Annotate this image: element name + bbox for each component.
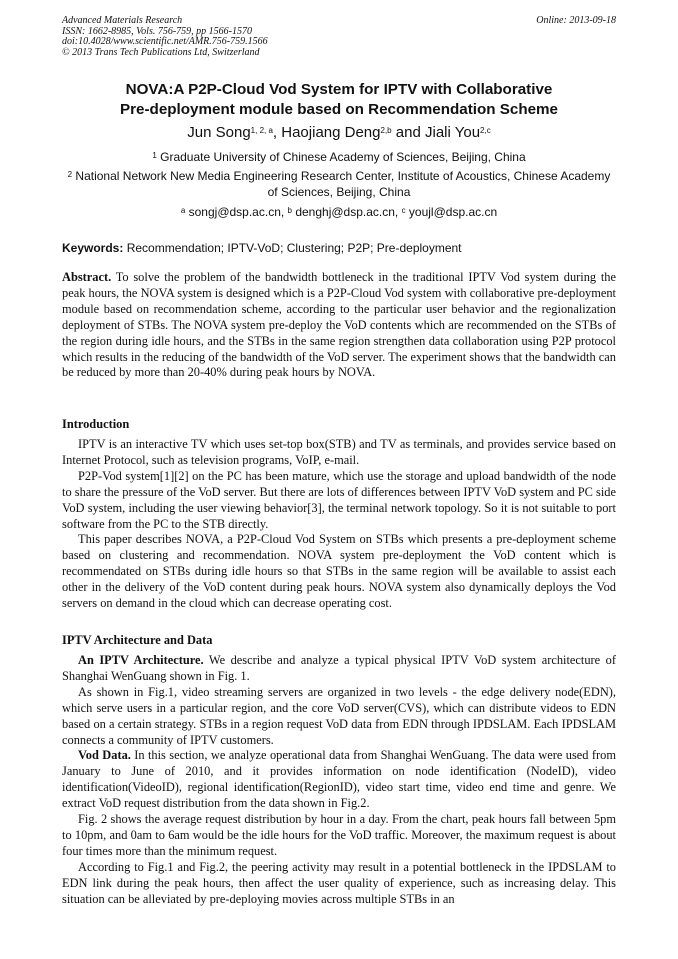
paper-title: [62, 80, 616, 120]
copyright-line: © 2013 Trans Tech Publications Ltd, Switzerland: [62, 46, 260, 58]
paragraph: An IPTV Architecture. We describe and analyze a typical physical IPTV VoD system architecture of Shanghai WenGuang shown in Fig. 1.: [62, 653, 616, 683]
issn-line: ISSN: 1662-8985, Vols. 756-759, pp 1566-1570: [62, 25, 252, 37]
online-date: Online: 2013-09-18: [536, 15, 616, 26]
abstract: [62, 270, 616, 381]
title-line-2: Pre-deployment module based on Recommendation Scheme: [120, 101, 558, 118]
affiliation-2: $^2$ National Network New Media Engineering Research Center, Institute of Acoustics, Chinese Academy of Sciences, Beijing, China: [67, 169, 611, 199]
email-a: songj@dsp.ac.cn,: [185, 205, 288, 219]
doi-line: doi:10.4028/www.scientific.net/AMR.756-759.1566: [62, 36, 268, 47]
keywords-label: Keywords:: [62, 241, 124, 255]
paragraph: Vod Data. In this section, we analyze operational data from Shanghai WenGuang. The data were used from January to June of 2010, and it provides information on node identification (NodeID), video identification(VideoID), regional identification(RegionID), video start time, video end time and genre. We extract VoD request distribution from the data shown in Fig.2.: [62, 748, 616, 811]
email-b: denghj@dsp.ac.cn,: [291, 205, 402, 219]
journal-name: Advanced Materials Research: [62, 15, 183, 26]
affiliation-1: $^1$ Graduate University of Chinese Academy of Sciences, Beijing, China: [152, 150, 526, 164]
abstract-label: Abstract.: [62, 270, 112, 284]
paragraph: According to Fig.1 and Fig.2, the peering activity may result in a potential bottleneck in the IPDSLAM to EDN link during the peak hours, then affect the user quality of experience, such as increasing delay. This situation can be alleviated by pre-deploying movies across multiple STBs in an: [62, 859, 616, 906]
email-c: youjl@dsp.ac.cn: [405, 205, 498, 219]
paragraph: IPTV is an interactive TV which uses set-top box(STB) and TV as terminals, and provides service based on Internet Protocol, such as television programs, VoIP, e-mail.: [62, 437, 616, 467]
author-2: , Haojiang Deng: [272, 124, 381, 141]
paragraph: This paper describes NOVA, a P2P-Cloud Vod System on STBs which presents a pre-deployment scheme based on clustering and recommendation. NOVA system pre-deployment the VoD content which is recommendated on STBs during idle hours so that STBs in the same region will be available to assist each other in the delivery of the VoD content during peak hours. NOVA system also dynamically deploys the Vod servers on demand in the cloud which can decrease operating cost.: [62, 532, 616, 611]
introduction-body: [62, 437, 616, 612]
author-list: [62, 123, 616, 143]
running-header: [62, 16, 616, 58]
author-emails: $^a$ songj@dsp.ac.cn, $^b$ denghj@dsp.ac.cn, $^c$ youjl@dsp.ac.cn: [180, 205, 498, 219]
section-heading-architecture: IPTV Architecture and Data: [62, 633, 213, 647]
paragraph: P2P-Vod system[1][2] on the PC has been mature, which use the storage and upload bandwidth of the node to share the pressure of the VoD server. But there are lots of differences between IPTV VoD system and PC side VoD system, including the user viewing behavior[3], the terminal network topology. So it is not suitable to port software from the PC to the STB directly.: [62, 468, 616, 531]
author-1: Jun Song: [187, 124, 251, 141]
keywords-text: Recommendation; IPTV-VoD; Clustering; P2P; Pre-deployment: [123, 241, 462, 255]
author-3: and Jiali You: [391, 124, 481, 141]
paragraph: Fig. 2 shows the average request distribution by hour in a day. From the chart, peak hours fall between 5pm to 10pm, and 0am to 6am would be the idle hours for the VoD traffic. Moreover, the maximum request is about four times more than the minimum request.: [62, 812, 616, 858]
author-3-affil: 2,c: [480, 126, 491, 135]
abstract-text: To solve the problem of the bandwidth bottleneck in the traditional IPTV Vod system during the peak hours, the NOVA system is designed which is a P2P-Cloud Vod system with collaborative pre-deployment module based on recommendation scheme, according to the particular user behavior and the regionalization deployment of STBs. The NOVA system pre-deploy the VoD contents which are recommended on the STBs of the region during idle hours, and the STBs in the same region strengthen data collaboration using P2P protocol which results in the reducing of the bandwidth of the VoD server. The experiment shows that the bandwidth can be reduced by more than 20-40% during peak hours by NOVA.: [62, 270, 616, 380]
author-2-affil: 2,b: [380, 126, 392, 135]
subsection-lead: An IPTV Architecture.: [78, 653, 204, 667]
author-1-affil: 1, 2, a: [250, 126, 273, 135]
subsection-lead: Vod Data.: [78, 748, 131, 763]
keywords: [62, 241, 616, 256]
architecture-body: [62, 653, 616, 908]
section-heading-introduction: Introduction: [62, 417, 130, 431]
title-line-1: NOVA:A P2P-Cloud Vod System for IPTV with Collaborative: [125, 81, 553, 98]
paragraph: As shown in Fig.1, video streaming servers are organized in two levels - the edge delivery node(EDN), which serve users in a particular region, and the core VoD server(CVS), which can distribute videos to EDN based on a certain strategy. STBs in a region request VoD data from EDN through IPDSLAM. Each IPDSLAM connects a community of IPTV customers.: [62, 684, 616, 747]
